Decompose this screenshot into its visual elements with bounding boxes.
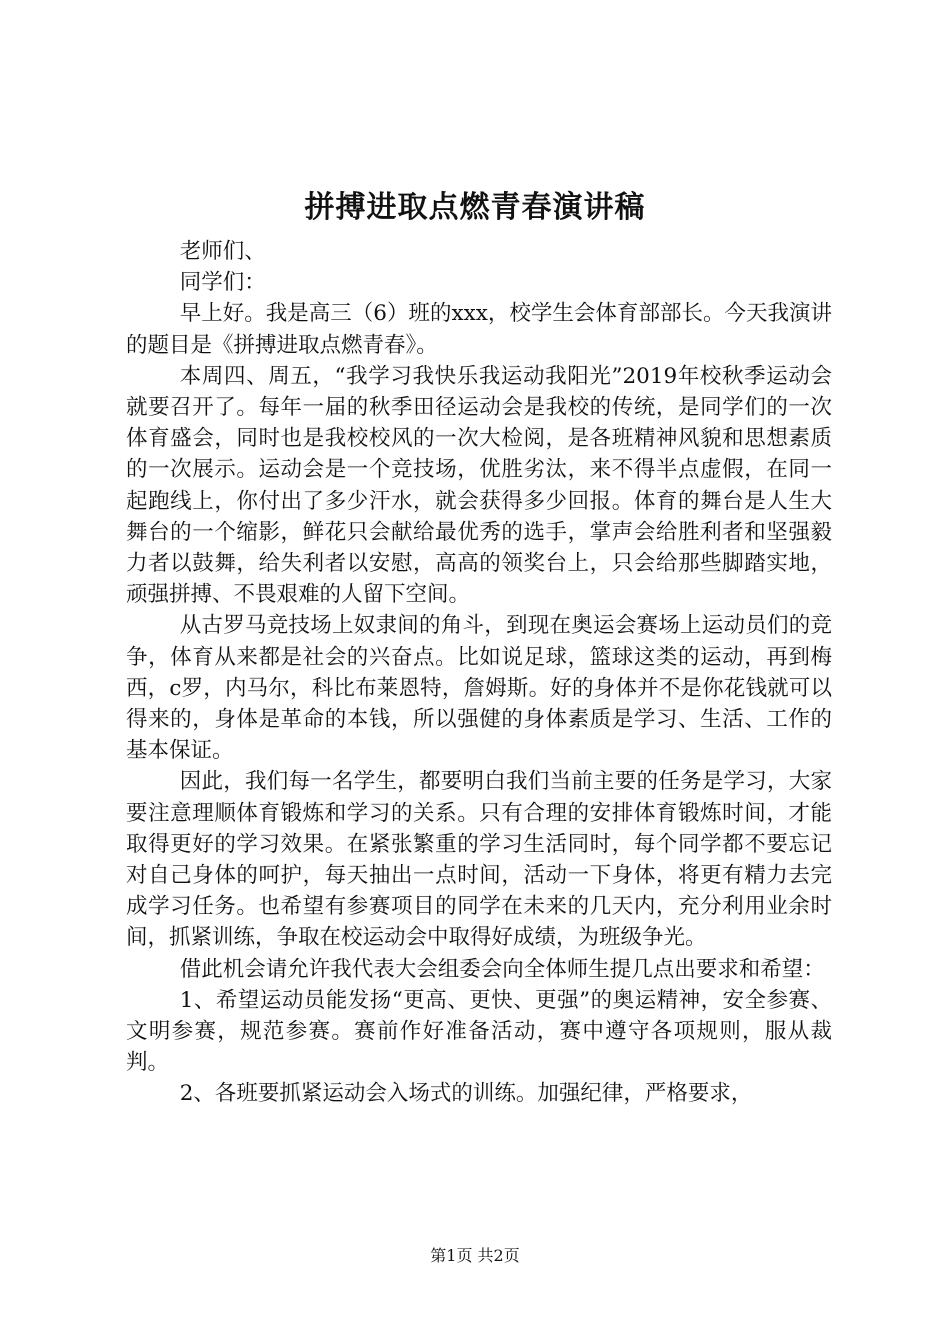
paragraph-history: 从古罗马竞技场上奴隶间的角斗，到现在奥运会赛场上运动员们的竞争，体育从来都是社会的兴奋点。比如说足球，篮球这类的运动，再到梅西，c罗，内马尔，科比布莱恩特，詹姆斯。好的身体并不是你花钱就可以得来的，身体是革命的本钱，所以强健的身体素质是学习、生活、工作的基本保证。 — [126, 613, 832, 764]
paragraph-requirements-intro: 借此机会请允许我代表大会组委会向全体师生提几点出要求和希望： — [179, 956, 825, 982]
paragraph-study-balance: 因此，我们每一名学生，都要明白我们当前主要的任务是学习，大家要注意理顺体育锻炼和学习的关系。只有合理的安排体育锻炼时间，才能取得更好的学习效果。在紧张繁重的学习生活同时，每个同学都不要忘记对自己身体的呵护，每天抽出一点时间，活动一下身体，将更有精力去完成学习任务。也希望有参赛项目的同学在未来的几天内，充分利用业余时间，抓紧训练，争取在校运动会中取得好成绩，为班级争光。 — [126, 769, 832, 951]
document-body — [126, 236, 832, 1110]
page-number: 第1页 共2页 — [430, 1246, 520, 1265]
salutation-students: 同学们： — [179, 270, 266, 296]
salutation-teachers: 老师们、 — [179, 239, 266, 264]
paragraph-sports-meet: 本周四、周五，“我学习我快乐我运动我阳光”2019年校秋季运动会就要召开了。每年一届的秋季田径运动会是我校的传统，是同学们的一次体育盛会，同时也是我校校风的一次大检阅，是各班精神风貌和思想素质的一次展示。运动会是一个竞技场，优胜劣汰，来不得半点虚假，在同一起跑线上，你付出了多少汗水，就会获得多少回报。体育的舞台是人生大舞台的一个缩影，鲜花只会献给最优秀的选手，掌声会给胜利者和坚强毅力者以鼓舞，给失利者以安慰，高高的领奖台上，只会给那些脚踏实地，顽强拼搏、不畏艰难的人留下空间。 — [126, 363, 832, 608]
paragraph-requirement-1: 1、希望运动员能发扬“更高、更快、更强”的奥运精神，安全参赛、文明参赛，规范参赛。赛前作好准备活动，赛中遵守各项规则，服从裁判。 — [126, 987, 832, 1076]
paragraph-requirement-2: 2、各班要抓紧运动会入场式的训练。加强纪律，严格要求， — [179, 1081, 753, 1107]
paragraph-greeting: 早上好。我是高三（6）班的xxx，校学生会体育部部长。今天我演讲的题目是《拼搏进取点燃青春》。 — [126, 301, 832, 358]
document-title: 拼搏进取点燃青春演讲稿 — [304, 190, 646, 225]
